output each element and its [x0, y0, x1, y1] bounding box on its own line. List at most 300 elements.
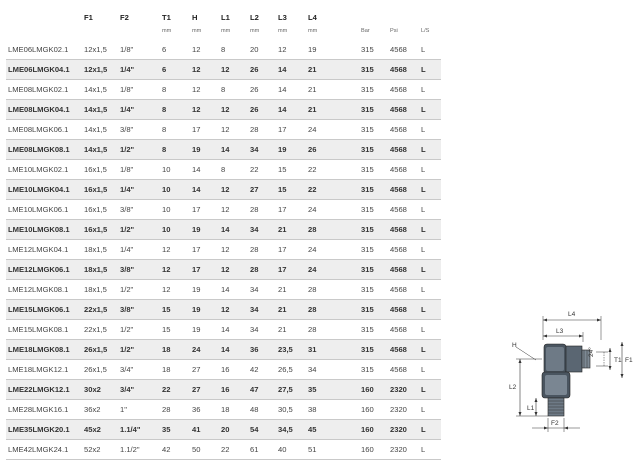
spec-cell: 315	[361, 260, 390, 280]
spec-cell: 4568	[390, 80, 421, 100]
spec-cell: 28	[308, 220, 361, 240]
spec-cell: 12	[221, 240, 250, 260]
spec-cell: 28	[250, 240, 278, 260]
part-code-cell: LME08LMGK04.1	[6, 100, 84, 120]
spec-cell: 12	[221, 60, 250, 80]
spec-cell: 28	[250, 120, 278, 140]
part-code-cell: LME08LMGK08.1	[6, 140, 84, 160]
spec-cell: 26x1,5	[84, 360, 120, 380]
spec-cell: 4568	[390, 240, 421, 260]
part-code-cell: LME15LMGK08.1	[6, 320, 84, 340]
header-psi	[390, 6, 421, 28]
spec-cell: 23,5	[278, 340, 308, 360]
table-row	[6, 140, 441, 160]
spec-cell: 1/2"	[120, 280, 162, 300]
spec-cell: 15	[278, 180, 308, 200]
spec-cell: 28	[162, 400, 192, 420]
spec-cell: 34	[250, 280, 278, 300]
spec-cell: 17	[192, 260, 221, 280]
spec-cell: 12x1,5	[84, 40, 120, 60]
spec-cell: 28	[308, 280, 361, 300]
spec-cell: 14	[192, 160, 221, 180]
spec-cell: 34	[250, 140, 278, 160]
spec-cell: 1/2"	[120, 220, 162, 240]
spec-cell: 8	[162, 80, 192, 100]
table-row	[6, 320, 441, 340]
spec-cell: 17	[278, 260, 308, 280]
spec-cell: L	[421, 40, 441, 60]
spec-cell: 10	[162, 220, 192, 240]
spec-cell: 315	[361, 240, 390, 260]
spec-cell: 18	[162, 360, 192, 380]
spec-cell: 315	[361, 200, 390, 220]
spec-cell: 17	[192, 200, 221, 220]
spec-cell: 38	[308, 400, 361, 420]
spec-cell: 19	[278, 140, 308, 160]
spec-cell: 45	[308, 420, 361, 440]
spec-cell: 1/2"	[120, 320, 162, 340]
spec-cell: 40	[278, 440, 308, 460]
spec-cell: 21	[308, 100, 361, 120]
spec-cell: 17	[192, 240, 221, 260]
part-code-cell: LME10LMGK08.1	[6, 220, 84, 240]
spec-cell: 22	[250, 160, 278, 180]
table-row	[6, 420, 441, 440]
spec-cell: 4568	[390, 40, 421, 60]
spec-cell: 26	[250, 100, 278, 120]
spec-cell: 3/8"	[120, 300, 162, 320]
spec-cell: 21	[308, 60, 361, 80]
spec-cell: 34	[250, 220, 278, 240]
spec-cell: L	[421, 320, 441, 340]
spec-cell: 19	[192, 220, 221, 240]
spec-cell: 315	[361, 180, 390, 200]
spec-cell: 3/8"	[120, 200, 162, 220]
spec-cell: 24	[308, 120, 361, 140]
spec-cell: 22	[221, 440, 250, 460]
spec-cell: 14x1,5	[84, 140, 120, 160]
spec-cell: L	[421, 360, 441, 380]
label-h: H	[512, 342, 517, 349]
spec-cell: 14	[221, 280, 250, 300]
spec-cell: 14	[192, 180, 221, 200]
unit-h: mm	[192, 28, 202, 34]
spec-cell: 18	[162, 340, 192, 360]
spec-cell: 12x1,5	[84, 60, 120, 80]
spec-cell: 1/4"	[120, 180, 162, 200]
spec-cell: 4568	[390, 200, 421, 220]
spec-cell: 12	[221, 180, 250, 200]
table-row	[6, 340, 441, 360]
spec-cell: 41	[192, 420, 221, 440]
spec-cell: 27	[192, 380, 221, 400]
spec-cell: 315	[361, 160, 390, 180]
spec-cell: L	[421, 380, 441, 400]
spec-cell: L	[421, 180, 441, 200]
spec-cell: 27,5	[278, 380, 308, 400]
table-row	[6, 360, 441, 380]
spec-cell: 6	[162, 40, 192, 60]
spec-cell: 24	[308, 200, 361, 220]
spec-cell: 4568	[390, 180, 421, 200]
spec-cell: 8	[221, 40, 250, 60]
dim-t1-f1	[587, 342, 633, 378]
spec-cell: 12	[192, 80, 221, 100]
label-l4: L4	[568, 311, 576, 318]
spec-cell: 14	[278, 60, 308, 80]
spec-cell: L	[421, 60, 441, 80]
spec-cell: 22x1,5	[84, 320, 120, 340]
dim-l3	[543, 328, 583, 342]
spec-cell: 16x1,5	[84, 220, 120, 240]
spec-cell: L	[421, 220, 441, 240]
spec-cell: 315	[361, 220, 390, 240]
dim-l1	[527, 398, 538, 416]
spec-cell: 315	[361, 120, 390, 140]
table-row	[6, 380, 441, 400]
spec-cell: 18	[221, 400, 250, 420]
spec-cell: L	[421, 440, 441, 460]
label-l2: L2	[509, 384, 517, 391]
header-f2: F2	[120, 12, 129, 22]
spec-cell: 14	[221, 140, 250, 160]
spec-cell: 4568	[390, 300, 421, 320]
header-f1: F1	[84, 12, 93, 22]
part-code-cell: LME06LMGK04.1	[6, 60, 84, 80]
spec-cell: 19	[192, 280, 221, 300]
label-f1: F1	[625, 357, 633, 364]
spec-cell: 34	[308, 360, 361, 380]
spec-cell: 12	[192, 100, 221, 120]
spec-cell: 18x1,5	[84, 280, 120, 300]
spec-cell: 24	[308, 260, 361, 280]
unit-bar: Bar	[361, 28, 370, 34]
header-l4: L4	[308, 12, 317, 22]
spec-cell: 12	[278, 40, 308, 60]
spec-cell: 17	[278, 120, 308, 140]
unit-psi: Psi	[390, 28, 398, 34]
spec-cell: 16	[221, 360, 250, 380]
spec-cell: 28	[250, 260, 278, 280]
spec-cell: 2320	[390, 380, 421, 400]
table-row	[6, 80, 441, 100]
spec-cell: 315	[361, 100, 390, 120]
spec-cell: 26x1,5	[84, 340, 120, 360]
spec-cell: 36	[250, 340, 278, 360]
part-code-cell: LME10LMGK04.1	[6, 180, 84, 200]
spec-cell: 2320	[390, 440, 421, 460]
spec-cell: 42	[162, 440, 192, 460]
spec-cell: 21	[278, 300, 308, 320]
table-row	[6, 260, 441, 280]
spec-cell: 15	[278, 160, 308, 180]
part-code-cell: LME08LMGK02.1	[6, 80, 84, 100]
spec-cell: L	[421, 420, 441, 440]
unit-f1	[84, 28, 120, 40]
spec-cell: 3/4"	[120, 380, 162, 400]
label-t1: T1	[614, 357, 622, 364]
spec-cell: 4568	[390, 100, 421, 120]
spec-cell: 315	[361, 60, 390, 80]
spec-cell: 315	[361, 320, 390, 340]
spec-cell: L	[421, 260, 441, 280]
spec-cell: 14	[221, 340, 250, 360]
spec-cell: 12	[221, 260, 250, 280]
spec-cell: 12	[162, 260, 192, 280]
spec-cell: 51	[308, 440, 361, 460]
spec-cell: 26	[250, 80, 278, 100]
spec-cell: 315	[361, 40, 390, 60]
spec-cell: 3/8"	[120, 120, 162, 140]
spec-cell: 12	[221, 100, 250, 120]
spec-cell: 8	[221, 160, 250, 180]
spec-cell: 12	[192, 60, 221, 80]
spec-cell: 12	[162, 240, 192, 260]
spec-cell: 17	[192, 120, 221, 140]
fittings-spec-table	[6, 6, 441, 460]
spec-cell: 315	[361, 360, 390, 380]
spec-cell: 48	[250, 400, 278, 420]
table-row	[6, 40, 441, 60]
spec-cell: L	[421, 160, 441, 180]
header-code	[6, 6, 84, 28]
table-row	[6, 60, 441, 80]
unit-l1: mm	[221, 28, 231, 34]
spec-cell: 1.1/4"	[120, 420, 162, 440]
header-l2: L2	[250, 12, 259, 22]
spec-cell: 4568	[390, 220, 421, 240]
spec-cell: 4568	[390, 340, 421, 360]
label-l3: L3	[556, 328, 564, 335]
spec-cell: 24	[308, 240, 361, 260]
spec-cell: 14	[278, 80, 308, 100]
dim-h	[512, 342, 536, 360]
header-t1: T1	[162, 12, 171, 22]
spec-cell: 315	[361, 140, 390, 160]
spec-cell: L	[421, 100, 441, 120]
part-code-cell: LME12LMGK06.1	[6, 260, 84, 280]
spec-cell: 21	[308, 80, 361, 100]
spec-cell: 12	[221, 120, 250, 140]
spec-cell: 26	[308, 140, 361, 160]
unit-l3: mm	[278, 28, 288, 34]
unit-code	[6, 28, 84, 40]
spec-cell: 3/4"	[120, 360, 162, 380]
spec-cell: 15	[162, 320, 192, 340]
spec-cell: 16	[221, 380, 250, 400]
spec-cell: 1/4"	[120, 60, 162, 80]
spec-cell: 4568	[390, 260, 421, 280]
spec-cell: 22x1,5	[84, 300, 120, 320]
table-row	[6, 240, 441, 260]
spec-cell: L	[421, 120, 441, 140]
spec-cell: 8	[162, 100, 192, 120]
table-row	[6, 280, 441, 300]
spec-cell: 21	[278, 320, 308, 340]
table-row	[6, 200, 441, 220]
spec-cell: 8	[162, 140, 192, 160]
spec-cell: 315	[361, 340, 390, 360]
spec-cell: 12	[221, 200, 250, 220]
table-row	[6, 300, 441, 320]
spec-cell: 47	[250, 380, 278, 400]
spec-cell: 22	[308, 160, 361, 180]
spec-cell: 50	[192, 440, 221, 460]
part-code-cell: LME10LMGK02.1	[6, 160, 84, 180]
spec-cell: 10	[162, 160, 192, 180]
header-l3: L3	[278, 12, 287, 22]
table-row	[6, 440, 441, 460]
dim-f2	[532, 418, 580, 432]
spec-cell: 22	[308, 180, 361, 200]
table-row	[6, 400, 441, 420]
spec-cell: 34	[250, 300, 278, 320]
spec-cell: 52x2	[84, 440, 120, 460]
spec-cell: 315	[361, 280, 390, 300]
spec-cell: 26	[250, 60, 278, 80]
spec-cell: 34	[250, 320, 278, 340]
spec-cell: 61	[250, 440, 278, 460]
spec-cell: 35	[162, 420, 192, 440]
label-angle: 24°	[588, 347, 595, 357]
spec-cell: 14x1,5	[84, 120, 120, 140]
spec-cell: 24	[192, 340, 221, 360]
spec-cell: 14	[221, 320, 250, 340]
table-row	[6, 180, 441, 200]
spec-cell: 15	[162, 300, 192, 320]
spec-cell: 8	[221, 80, 250, 100]
elbow-fitting-diagram	[496, 300, 636, 440]
table-body	[6, 40, 441, 460]
spec-cell: 4568	[390, 360, 421, 380]
spec-cell: 14	[221, 220, 250, 240]
spec-cell: 315	[361, 80, 390, 100]
spec-cell: 4568	[390, 60, 421, 80]
spec-cell: L	[421, 300, 441, 320]
header-ls	[421, 6, 441, 28]
spec-cell: 2320	[390, 420, 421, 440]
spec-cell: 31	[308, 340, 361, 360]
spec-cell: 160	[361, 440, 390, 460]
spec-cell: 28	[308, 320, 361, 340]
part-code-cell: LME18LMGK12.1	[6, 360, 84, 380]
label-f2: F2	[551, 420, 559, 427]
unit-l4: mm	[308, 28, 318, 34]
unit-t1: mm	[162, 28, 172, 34]
part-code-cell: LME06LMGK02.1	[6, 40, 84, 60]
spec-cell: 1/8"	[120, 80, 162, 100]
unit-ls: L/S	[421, 28, 430, 34]
spec-cell: 20	[221, 420, 250, 440]
table-row	[6, 160, 441, 180]
units-row	[6, 28, 441, 40]
spec-cell: 45x2	[84, 420, 120, 440]
spec-cell: 14x1,5	[84, 100, 120, 120]
spec-cell: 18x1,5	[84, 240, 120, 260]
spec-cell: 6	[162, 60, 192, 80]
spec-cell: 42	[250, 360, 278, 380]
spec-cell: 14x1,5	[84, 80, 120, 100]
spec-cell: 27	[192, 360, 221, 380]
spec-cell: 4568	[390, 160, 421, 180]
dim-l4	[543, 311, 601, 340]
spec-cell: 10	[162, 200, 192, 220]
part-code-cell: LME08LMGK06.1	[6, 120, 84, 140]
spec-cell: 8	[162, 120, 192, 140]
spec-cell: 16x1,5	[84, 200, 120, 220]
spec-cell: 4568	[390, 140, 421, 160]
part-code-cell: LME12LMGK04.1	[6, 240, 84, 260]
spec-cell: 12	[221, 300, 250, 320]
spec-cell: 10	[162, 180, 192, 200]
part-code-cell: LME42LMGK24.1	[6, 440, 84, 460]
spec-cell: 12	[162, 280, 192, 300]
spec-cell: 160	[361, 400, 390, 420]
spec-cell: 21	[278, 220, 308, 240]
spec-cell: 30,5	[278, 400, 308, 420]
spec-cell: 315	[361, 300, 390, 320]
spec-cell: 1/8"	[120, 40, 162, 60]
table-row	[6, 220, 441, 240]
spec-cell: 1.1/2"	[120, 440, 162, 460]
spec-cell: 4568	[390, 320, 421, 340]
spec-cell: 160	[361, 380, 390, 400]
spec-cell: 19	[192, 320, 221, 340]
spec-cell: 20	[250, 40, 278, 60]
spec-cell: 1/4"	[120, 100, 162, 120]
header-h: H	[192, 12, 198, 22]
part-code-cell: LME18LMGK08.1	[6, 340, 84, 360]
spec-cell: 19	[308, 40, 361, 60]
spec-cell: 35	[308, 380, 361, 400]
spec-cell: 4568	[390, 280, 421, 300]
spec-cell: 19	[192, 300, 221, 320]
spec-cell: L	[421, 240, 441, 260]
spec-cell: 1/8"	[120, 160, 162, 180]
label-l1: L1	[527, 405, 535, 412]
header-bar	[361, 6, 390, 28]
spec-cell: L	[421, 400, 441, 420]
part-code-cell: LME15LMGK06.1	[6, 300, 84, 320]
spec-cell: 160	[361, 420, 390, 440]
spec-cell: 22	[162, 380, 192, 400]
spec-cell: 30x2	[84, 380, 120, 400]
spec-cell: 36	[192, 400, 221, 420]
table-row	[6, 100, 441, 120]
spec-cell: 27	[250, 180, 278, 200]
spec-cell: L	[421, 80, 441, 100]
spec-cell: 17	[278, 240, 308, 260]
elbow-body	[542, 344, 590, 416]
spec-cell: 26,5	[278, 360, 308, 380]
part-code-cell: LME28LMGK16.1	[6, 400, 84, 420]
spec-cell: 17	[278, 200, 308, 220]
spec-cell: L	[421, 340, 441, 360]
spec-cell: L	[421, 200, 441, 220]
spec-cell: 3/8"	[120, 260, 162, 280]
spec-cell: 16x1,5	[84, 160, 120, 180]
unit-f2	[120, 28, 162, 40]
part-code-cell: LME10LMGK06.1	[6, 200, 84, 220]
spec-cell: 36x2	[84, 400, 120, 420]
spec-cell: 28	[250, 200, 278, 220]
table-row	[6, 120, 441, 140]
spec-cell: L	[421, 280, 441, 300]
spec-cell: 54	[250, 420, 278, 440]
spec-cell: 18x1,5	[84, 260, 120, 280]
spec-cell: 1/2"	[120, 140, 162, 160]
header-row	[6, 6, 441, 28]
